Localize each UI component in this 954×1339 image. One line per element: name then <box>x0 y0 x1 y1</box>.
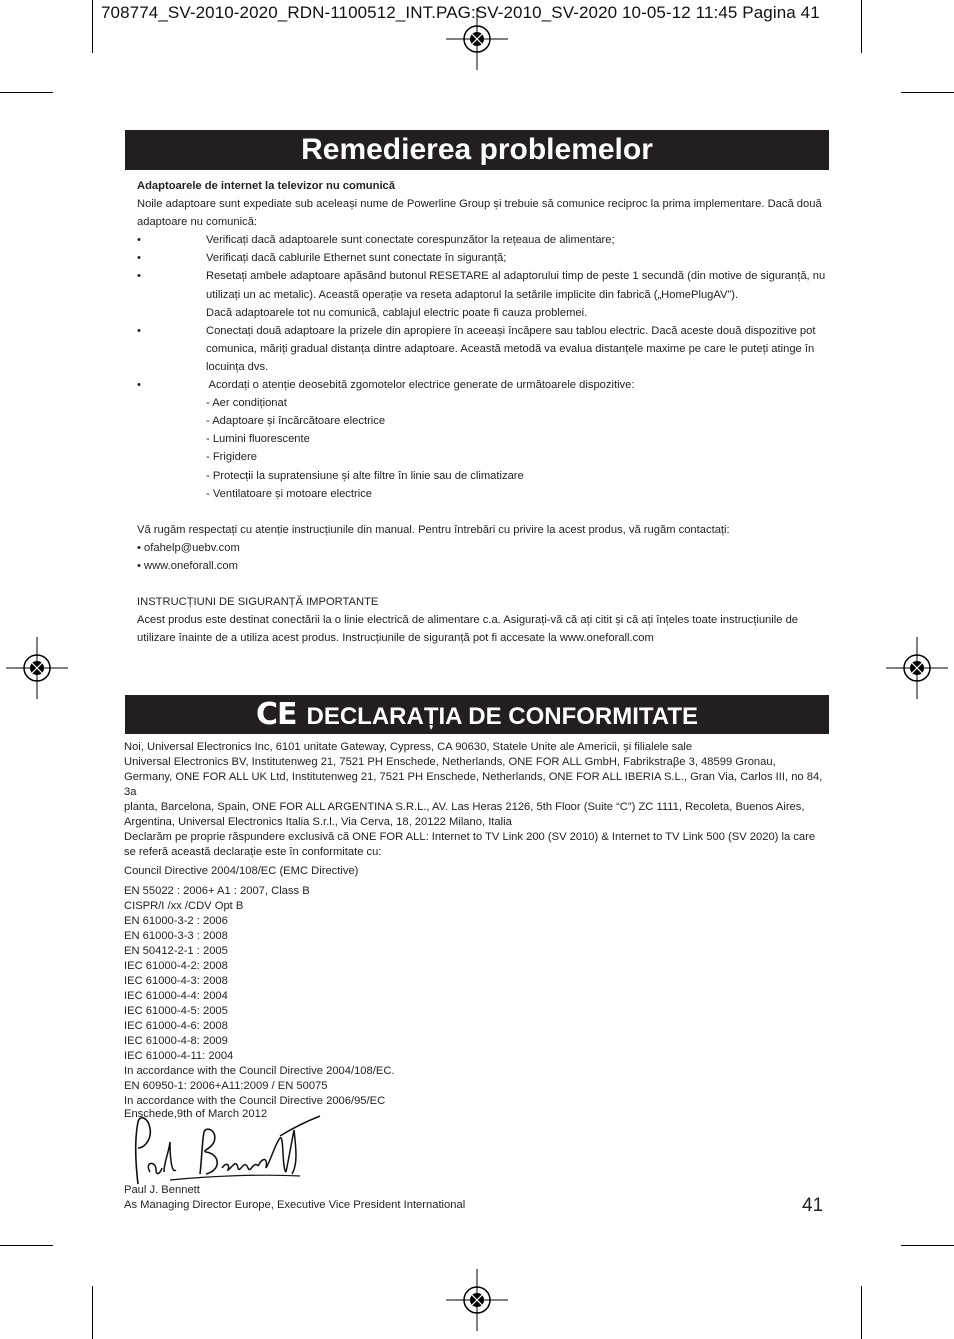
device-item: - Aer condiționat <box>206 397 287 410</box>
bullet-text: Verificați dacă cablurile Ethernet sunt conectate în siguranță; <box>206 252 507 265</box>
crop-mark <box>92 0 93 53</box>
signer-block <box>124 1183 465 1213</box>
declaration-line: Argentina, Universal Electronics Italia S.r.l., Via Cerva, 18, 20122 Milano, Italia <box>124 816 512 828</box>
intro-text: Noile adaptoare sunt expediate sub aceleași nume de Powerline Group și trebuie să comunice reciproc la prima implementare. Dacă două adaptoare nu comunică: <box>137 198 822 229</box>
signer-name: Paul J. Bennett <box>124 1184 200 1196</box>
bullet-text: Resetați ambele adaptoare apăsând butonul RESETARE al adaptorului timp de peste 1 secundă (din motive de siguranță, nu utilizați un ac metalic). Această operație va reseta adaptorul la setările implicite din fabrică („HomePlugAV”). <box>206 270 826 301</box>
device-item: - Adaptoare și încărcătoare electrice <box>206 415 386 428</box>
slug-line: 708774_SV-2010-2020_RDN-1100512_INT.PAG:SV-2010_SV-2020 10-05-12 11:45 Pagina 41 <box>101 3 820 22</box>
conformity-heading: DECLARAȚIA DE CONFORMITATE <box>306 703 699 730</box>
crop-mark <box>0 92 53 93</box>
declaration-line: planta, Barcelona, Spain, ONE FOR ALL ARGENTINA S.R.L., AV. Las Heras 2126, 5th Floor (Suite “C”) ZC 1111, Recoleta, Buenos Aires, <box>124 801 805 813</box>
declaration-line: se referă această declarație este în conformitate cu: <box>124 846 382 858</box>
conformity-section <box>124 740 829 1109</box>
bullet-dot: • <box>137 234 141 247</box>
standard-item: EN 61000-3-2 : 2006 <box>124 915 228 927</box>
standard-item: EN 50412-2-1 : 2005 <box>124 945 228 957</box>
device-item: - Protecții la supratensiune și alte filtre în linie sau de climatizare <box>206 469 524 482</box>
contact-email: • ofahelp@uebv.com <box>137 541 240 554</box>
bullet-item <box>137 231 829 249</box>
standard-item: In accordance with the Council Directive 2004/108/EC. <box>124 1065 395 1077</box>
bullet-dot: • <box>137 252 141 265</box>
standard-item: IEC 61000-4-2: 2008 <box>124 960 228 972</box>
contact-website: • www.oneforall.com <box>137 559 238 572</box>
crop-mark <box>0 1245 53 1246</box>
crop-mark <box>92 1286 93 1339</box>
safety-title: INSTRUCȚIUNI DE SIGURANȚĂ IMPORTANTE <box>137 595 379 608</box>
ce-mark: CE <box>255 697 297 732</box>
signature-image <box>130 1112 325 1187</box>
standard-item: IEC 61000-4-3: 2008 <box>124 975 228 987</box>
declaration-line: Universal Electronics BV, Institutenweg 21, 7521 PH Enschede, Netherlands, ONE FOR ALL GmbH, Fabrikstraβe 3, 48599 Gronau, <box>124 756 776 768</box>
conformity-heading-bar <box>125 695 829 734</box>
registration-mark-top <box>446 8 508 70</box>
standard-item: IEC 61000-4-11: 2004 <box>124 1050 234 1062</box>
registration-mark-bottom <box>446 1269 508 1331</box>
place-date: Enschede,9th of March 2012 <box>124 1108 268 1120</box>
declaration-line: Declarăm pe proprie răspundere exclusivă că ONE FOR ALL: Internet to TV Link 200 (SV 2010) & Internet to TV Link 500 (SV 2020) la care <box>124 831 816 843</box>
safety-text: Acest produs este destinat conectării la o linie electrică de alimentare c.a. Asigurați-vă că ați citit și că ați înțeles toate instrucțiunile de utilizare înainte de a utiliza acest produs. Instrucțiunile de siguranță pot fi accesate la www.oneforall.com <box>137 614 799 645</box>
troubleshooting-heading: Remedierea problemelor <box>125 130 829 170</box>
declaration-line: Noi, Universal Electronics Inc, 6101 unitate Gateway, Cypress, CA 90630, Statele Unite ale Americii, și filialele sale <box>124 741 693 753</box>
bullet-item <box>137 376 829 394</box>
bullet-item <box>137 249 829 267</box>
device-list <box>137 394 829 503</box>
registration-mark-right <box>886 637 948 699</box>
registration-mark-left <box>6 637 68 699</box>
directive: Council Directive 2004/108/EC (EMC Directive) <box>124 865 359 877</box>
bullet-dot: • <box>137 324 141 337</box>
bullet-text: Conectați două adaptoare la prizele din apropiere în aceeași încăpere sau tablou electric. Dacă aceste două dispozitive pot comunica, măriți gradual distanța dintre adaptoare. Această metodă va evalua distanțele maxime pe care le puteți atinge în locuința dvs. <box>206 324 816 373</box>
bullet-text: Verificați dacă adaptoarele sunt conectate corespunzător la rețeaua de alimentare; <box>206 234 615 247</box>
bullet-dot: • <box>137 270 141 283</box>
device-item: - Lumini fluorescente <box>206 433 310 446</box>
standard-item: EN 61000-3-3 : 2008 <box>124 930 228 942</box>
bullet-text: Acordați o atenție deosebită zgomotelor electrice generate de următoarele dispozitive: <box>206 379 635 392</box>
standard-item: CISPR/I /xx /CDV Opt B <box>124 900 244 912</box>
standard-item: IEC 61000-4-6: 2008 <box>124 1020 228 1032</box>
bullet-item <box>137 267 829 321</box>
standard-item: IEC 61000-4-5: 2005 <box>124 1005 228 1017</box>
crop-mark <box>861 1286 862 1339</box>
standard-item: EN 55022 : 2006+ A1 : 2007, Class B <box>124 885 310 897</box>
declaration-line: Germany, ONE FOR ALL UK Ltd, Institutenweg 21, 7521 PH Enschede, Netherlands, ONE FOR ALL IBERIA S.L., Gran Via, Carlos III, no 84, 3a <box>124 771 823 798</box>
bullet-item <box>137 322 829 376</box>
crop-mark <box>901 92 954 93</box>
signer-title: As Managing Director Europe, Executive Vice President International <box>124 1199 466 1211</box>
crop-mark <box>861 0 862 53</box>
subheading: Adaptoarele de internet la televizor nu comunică <box>137 180 395 192</box>
page-number: 41 <box>802 1195 824 1216</box>
bullet-text: Dacă adaptoarele tot nu comunică, cablajul electric poate fi cauza problemei. <box>206 306 588 319</box>
standard-item: IEC 61000-4-4: 2004 <box>124 990 228 1002</box>
standard-item: In accordance with the Council Directive 2006/95/EC <box>124 1095 386 1107</box>
device-item: - Ventilatoare și motoare electrice <box>206 487 373 500</box>
crop-mark <box>901 1245 954 1246</box>
bullet-dot: • <box>137 379 141 392</box>
contact-intro: Vă rugăm respectați cu atenție instrucțiunile din manual. Pentru întrebări cu privire la acest produs, vă rugăm contactați: <box>137 523 730 536</box>
standard-item: EN 60950-1: 2006+A11:2009 / EN 50075 <box>124 1080 328 1092</box>
device-item: - Frigidere <box>206 451 257 464</box>
standard-item: IEC 61000-4-8: 2009 <box>124 1035 228 1047</box>
troubleshooting-section <box>137 177 829 647</box>
